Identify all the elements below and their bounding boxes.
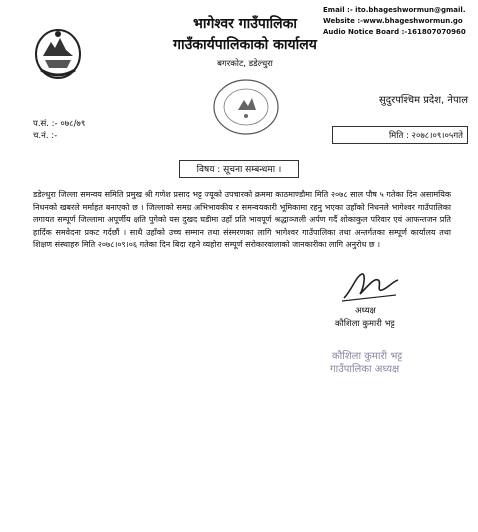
signatory-title: अध्यक्ष bbox=[355, 306, 376, 316]
seal-title: गाउँपालिका अध्यक्ष bbox=[330, 364, 400, 375]
letter-subject: विषय : सूचना सम्बन्धमा । bbox=[179, 160, 299, 178]
signatory-name: कौशिला कुमारी भट्ट bbox=[335, 319, 395, 329]
office-address: बगरकोट, डडेल्धुरा bbox=[217, 59, 273, 69]
org-name: भागेश्वर गाउँपालिका bbox=[193, 16, 297, 32]
contact-email: Email :- ito.bhageshwormun@gmail. bbox=[323, 6, 466, 14]
letter-date: मिति : २०७८।०९।०५गते bbox=[332, 126, 468, 144]
contact-website: Website :-www.bhageshwormun.go bbox=[323, 17, 463, 25]
reference-number: प.सं. :- ०७८/७९ bbox=[33, 119, 86, 129]
handwritten-signature-icon bbox=[338, 268, 408, 304]
seal-name: कौशिला कुमारी भट्ट bbox=[332, 351, 403, 362]
office-name: गाउँकार्यपालिकाको कार्यालय bbox=[173, 37, 317, 53]
contact-block bbox=[323, 5, 475, 38]
contact-audio-notice: Audio Notice Board :-161807070960 bbox=[323, 28, 466, 36]
office-round-stamp-icon bbox=[210, 76, 282, 138]
province-label: सुदुरपश्चिम प्रदेश, नेपाल bbox=[379, 95, 468, 106]
letter-body: डडेल्धुरा जिल्ला समन्वय समिति प्रमुख श्री गणेश प्रसाद भट्ट ज्यूको उपचारको क्रममा काठमाण्डौमा मिति २०७८ साल पौष ५ गतेका दिन असामयिक निधनको खबरले मर्माहत बनाएको छ । जिल्लाको समग्र अभिभावकीय र समन्वयकारी भूमिकामा रहनु भएका उहाँको निधनले भागेश्वर गाउँपालिका लगायत सम्पूर्ण जिल्लामा अपूर्णीय क्षति पुगेको यस दुखद घडीमा उहाँ प्रति भावपूर्ण श्रद्धाञ्जली अर्पण गर्दै शोकाकुल परिवार एवं आफन्तजन प्रति हार्दिक समवेदना प्रकट गर्दछौं । साथै उहाँको उच्च सम्मान तथा संस्मरणका लागि भागेश्वर गाउँपालिका तथा अन्तर्गतका सम्पूर्ण कार्यालय तथा शिक्षण संस्थाहरु मिति २०७८।०९।०६ गतेका दिन बिदा रहने व्यहोरा सम्पूर्ण सरोकारवालाको जानकारीका लागि अनुरोध छ । bbox=[33, 190, 451, 249]
dispatch-number: च.नं. :- bbox=[33, 131, 58, 141]
nepal-government-emblem-icon bbox=[33, 26, 83, 82]
